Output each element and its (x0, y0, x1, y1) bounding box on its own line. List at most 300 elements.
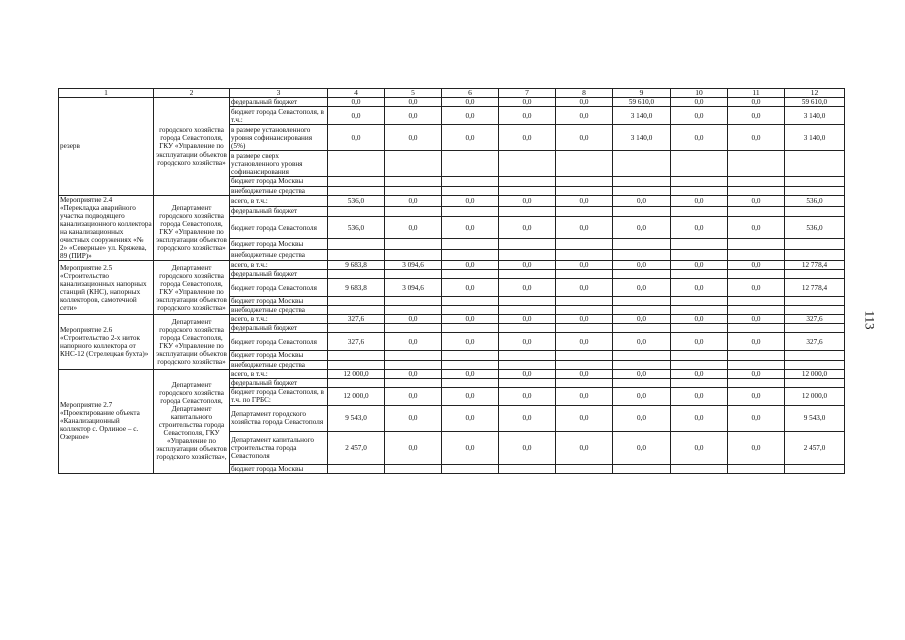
amount-cell (613, 151, 671, 177)
budget-table (58, 88, 845, 474)
executor-cell: Департамент городского хозяйства города Севастополя, ГКУ «Управление по эксплуатации объектов городского хозяйства» (154, 195, 230, 261)
amount-cell (385, 378, 442, 387)
amount-cell: 3 094,6 (385, 279, 442, 297)
amount-cell (385, 250, 442, 261)
amount-cell (613, 324, 671, 333)
executor-cell: Департамент городского хозяйства города Севастополя, ГКУ «Управление по эксплуатации объектов городского хозяйства» (154, 315, 230, 369)
amount-cell (442, 206, 499, 217)
table-row (59, 261, 845, 270)
amount-cell: 0,0 (556, 387, 613, 405)
amount-cell (613, 306, 671, 315)
amount-cell (556, 250, 613, 261)
amount-cell: 0,0 (442, 195, 499, 206)
amount-cell: 12 000,0 (785, 387, 845, 405)
amount-cell: 0,0 (499, 369, 556, 378)
amount-cell: 0,0 (671, 315, 728, 324)
amount-cell (385, 464, 442, 473)
funding-source: федеральный бюджет (230, 98, 328, 107)
amount-cell: 0,0 (499, 195, 556, 206)
amount-cell: 0,0 (499, 107, 556, 125)
funding-source: внебюджетные средства (230, 250, 328, 261)
amount-cell: 536,0 (328, 195, 385, 206)
amount-cell: 0,0 (556, 125, 613, 151)
amount-cell (328, 360, 385, 369)
amount-cell (385, 360, 442, 369)
amount-cell (556, 360, 613, 369)
amount-cell: 0,0 (613, 431, 671, 464)
amount-cell: 9 683,8 (328, 261, 385, 270)
amount-cell: 0,0 (385, 387, 442, 405)
measure-name: Мероприятие 2.4 «Перекладка аварийного участка подводящего канализационного коллектора на канализационных очистных сооружениях «№ 2» «Северные» ул. Кряжева, 89 (ПИР)» (60, 195, 152, 261)
amount-cell: 0,0 (328, 98, 385, 107)
amount-cell (328, 306, 385, 315)
amount-cell: 0,0 (328, 125, 385, 151)
amount-cell: 0,0 (385, 315, 442, 324)
amount-cell (499, 378, 556, 387)
amount-cell (785, 464, 845, 473)
amount-cell (385, 239, 442, 250)
amount-cell (385, 186, 442, 195)
amount-cell: 9 543,0 (328, 405, 385, 431)
amount-cell (556, 306, 613, 315)
column-number: 12 (785, 89, 845, 98)
column-number: 5 (385, 89, 442, 98)
amount-cell (499, 206, 556, 217)
funding-source: всего, в т.ч.: (230, 315, 328, 324)
amount-cell: 0,0 (556, 315, 613, 324)
amount-cell (728, 297, 785, 306)
amount-cell: 0,0 (385, 217, 442, 239)
amount-cell: 0,0 (613, 369, 671, 378)
amount-cell: 0,0 (556, 431, 613, 464)
amount-cell (785, 297, 845, 306)
amount-cell (499, 270, 556, 279)
amount-cell: 0,0 (385, 431, 442, 464)
amount-cell (728, 378, 785, 387)
amount-cell: 0,0 (671, 107, 728, 125)
funding-source: всего, в т.ч.: (230, 369, 328, 378)
funding-source: внебюджетные средства (230, 306, 328, 315)
amount-cell: 0,0 (728, 333, 785, 351)
amount-cell (671, 351, 728, 360)
amount-cell: 12 000,0 (785, 369, 845, 378)
amount-cell: 0,0 (728, 217, 785, 239)
column-number: 10 (671, 89, 728, 98)
amount-cell (442, 297, 499, 306)
amount-cell: 0,0 (613, 261, 671, 270)
amount-cell (613, 177, 671, 186)
amount-cell: 0,0 (442, 261, 499, 270)
amount-cell (385, 351, 442, 360)
amount-cell (728, 351, 785, 360)
amount-cell: 0,0 (442, 279, 499, 297)
column-number: 3 (230, 89, 328, 98)
amount-cell: 0,0 (499, 125, 556, 151)
amount-cell (671, 151, 728, 177)
amount-cell: 0,0 (613, 405, 671, 431)
funding-source: бюджет города Севастополя (230, 333, 328, 351)
amount-cell: 0,0 (671, 369, 728, 378)
amount-cell: 0,0 (728, 387, 785, 405)
amount-cell: 0,0 (728, 315, 785, 324)
amount-cell: 0,0 (728, 279, 785, 297)
amount-cell (442, 177, 499, 186)
column-number: 1 (59, 89, 154, 98)
amount-cell: 0,0 (613, 387, 671, 405)
amount-cell (613, 378, 671, 387)
amount-cell: 0,0 (385, 333, 442, 351)
amount-cell (442, 151, 499, 177)
amount-cell (728, 306, 785, 315)
funding-source: федеральный бюджет (230, 324, 328, 333)
funding-source: федеральный бюджет (230, 378, 328, 387)
amount-cell (328, 186, 385, 195)
funding-source: в размере установленного уровня софинансирования (5%) (230, 125, 328, 151)
amount-cell: 0,0 (442, 333, 499, 351)
amount-cell (499, 464, 556, 473)
amount-cell (556, 324, 613, 333)
amount-cell (671, 297, 728, 306)
funding-source: федеральный бюджет (230, 270, 328, 279)
amount-cell (442, 360, 499, 369)
measure-name: Мероприятие 2.5 «Строительство канализационных напорных станций (КНС), напорных коллекторов, самотечной сети» (59, 261, 154, 315)
amount-cell (671, 464, 728, 473)
amount-cell (671, 378, 728, 387)
amount-cell: 536,0 (785, 217, 845, 239)
funding-source: бюджет города Москвы (230, 239, 328, 250)
funding-source: бюджет города Москвы (230, 351, 328, 360)
amount-cell (785, 270, 845, 279)
amount-cell (613, 270, 671, 279)
column-number: 2 (154, 89, 230, 98)
amount-cell (442, 239, 499, 250)
amount-cell: 536,0 (785, 195, 845, 206)
amount-cell (613, 351, 671, 360)
measure-name: Мероприятие 2.7 «Проектирование объекта «Канализационный коллектор с. Орлиное – с. Озерное» (59, 369, 154, 473)
amount-cell (785, 360, 845, 369)
funding-source: бюджет города Москвы (230, 464, 328, 473)
amount-cell: 0,0 (499, 217, 556, 239)
amount-cell (671, 306, 728, 315)
amount-cell (728, 151, 785, 177)
amount-cell (556, 464, 613, 473)
amount-cell: 0,0 (442, 431, 499, 464)
amount-cell (442, 270, 499, 279)
amount-cell: 0,0 (728, 261, 785, 270)
amount-cell (785, 250, 845, 261)
amount-cell: 0,0 (499, 405, 556, 431)
amount-cell: 3 140,0 (613, 125, 671, 151)
amount-cell (328, 351, 385, 360)
amount-cell (499, 297, 556, 306)
amount-cell (671, 239, 728, 250)
amount-cell: 536,0 (328, 217, 385, 239)
amount-cell: 0,0 (442, 217, 499, 239)
amount-cell: 0,0 (499, 431, 556, 464)
funding-source: бюджет города Севастополя, в т.ч. по ГРБС: (230, 387, 328, 405)
amount-cell (556, 351, 613, 360)
amount-cell (328, 270, 385, 279)
funding-source: бюджет города Севастополя (230, 217, 328, 239)
funding-source: всего, в т.ч.: (230, 195, 328, 206)
amount-cell: 0,0 (613, 333, 671, 351)
amount-cell: 3 094,6 (385, 261, 442, 270)
amount-cell (499, 177, 556, 186)
funding-source: в размере сверх установленного уровня софинансирования (230, 151, 328, 177)
amount-cell (556, 151, 613, 177)
amount-cell: 327,6 (328, 315, 385, 324)
amount-cell: 0,0 (613, 315, 671, 324)
amount-cell (613, 239, 671, 250)
amount-cell (728, 360, 785, 369)
amount-cell: 0,0 (499, 315, 556, 324)
funding-source: внебюджетные средства (230, 186, 328, 195)
amount-cell: 0,0 (671, 431, 728, 464)
amount-cell (499, 151, 556, 177)
amount-cell (728, 206, 785, 217)
amount-cell (385, 297, 442, 306)
amount-cell: 0,0 (671, 125, 728, 151)
amount-cell: 0,0 (556, 195, 613, 206)
funding-source: Департамент городского хозяйства города Севастополя (230, 405, 328, 431)
table-row (59, 195, 845, 206)
amount-cell (442, 324, 499, 333)
table-row (59, 369, 845, 378)
funding-source: бюджет города Севастополя (230, 279, 328, 297)
amount-cell (442, 378, 499, 387)
amount-cell: 327,6 (785, 333, 845, 351)
amount-cell (556, 177, 613, 186)
amount-cell: 0,0 (728, 369, 785, 378)
executor-cell: Департамент городского хозяйства города Севастополя, ГКУ «Управление по эксплуатации объектов городского хозяйства» (154, 261, 230, 315)
amount-cell: 0,0 (385, 405, 442, 431)
amount-cell: 0,0 (613, 279, 671, 297)
amount-cell (328, 151, 385, 177)
amount-cell: 0,0 (385, 107, 442, 125)
amount-cell (385, 306, 442, 315)
amount-cell: 0,0 (499, 387, 556, 405)
amount-cell: 0,0 (442, 98, 499, 107)
amount-cell: 0,0 (613, 217, 671, 239)
amount-cell (499, 306, 556, 315)
amount-cell (385, 177, 442, 186)
amount-cell (442, 250, 499, 261)
amount-cell (385, 206, 442, 217)
measure-name: резерв (59, 98, 154, 195)
amount-cell (442, 306, 499, 315)
amount-cell (499, 360, 556, 369)
amount-cell (556, 239, 613, 250)
amount-cell (556, 297, 613, 306)
amount-cell (328, 464, 385, 473)
amount-cell (328, 378, 385, 387)
amount-cell: 0,0 (556, 261, 613, 270)
amount-cell: 0,0 (613, 195, 671, 206)
amount-cell (499, 250, 556, 261)
amount-cell: 0,0 (671, 333, 728, 351)
funding-source: бюджет города Севастополя, в т.ч.: (230, 107, 328, 125)
amount-cell: 0,0 (442, 125, 499, 151)
funding-source: бюджет города Москвы (230, 297, 328, 306)
amount-cell (499, 239, 556, 250)
column-number: 4 (328, 89, 385, 98)
amount-cell: 0,0 (728, 405, 785, 431)
amount-cell: 0,0 (671, 98, 728, 107)
amount-cell: 0,0 (671, 195, 728, 206)
amount-cell (385, 151, 442, 177)
amount-cell: 0,0 (671, 261, 728, 270)
amount-cell (328, 239, 385, 250)
amount-cell: 0,0 (556, 279, 613, 297)
amount-cell: 0,0 (385, 125, 442, 151)
amount-cell (613, 250, 671, 261)
amount-cell (785, 324, 845, 333)
amount-cell (728, 186, 785, 195)
amount-cell (671, 250, 728, 261)
amount-cell: 12 778,4 (785, 261, 845, 270)
column-number: 9 (613, 89, 671, 98)
amount-cell (328, 250, 385, 261)
amount-cell: 0,0 (556, 333, 613, 351)
amount-cell: 0,0 (671, 387, 728, 405)
amount-cell (785, 351, 845, 360)
amount-cell (442, 464, 499, 473)
funding-source: внебюджетные средства (230, 360, 328, 369)
amount-cell: 0,0 (728, 125, 785, 151)
amount-cell: 9 683,8 (328, 279, 385, 297)
amount-cell: 0,0 (728, 107, 785, 125)
amount-cell (785, 177, 845, 186)
amount-cell: 0,0 (442, 315, 499, 324)
amount-cell (328, 324, 385, 333)
amount-cell (613, 297, 671, 306)
amount-cell: 0,0 (671, 217, 728, 239)
amount-cell (671, 360, 728, 369)
amount-cell: 327,6 (328, 333, 385, 351)
amount-cell (728, 270, 785, 279)
amount-cell: 12 000,0 (328, 387, 385, 405)
funding-source: бюджет города Москвы (230, 177, 328, 186)
amount-cell (671, 177, 728, 186)
column-number: 7 (499, 89, 556, 98)
executor-cell: Департамент городского хозяйства города Севастополя, Департамент капитального строительства города Севастополя, ГКУ «Управление по эксплуатации объектов городского хозяйства», (154, 369, 230, 473)
amount-cell (785, 206, 845, 217)
amount-cell: 0,0 (556, 98, 613, 107)
amount-cell: 59 610,0 (785, 98, 845, 107)
amount-cell (442, 186, 499, 195)
amount-cell: 0,0 (556, 369, 613, 378)
amount-cell: 327,6 (785, 315, 845, 324)
amount-cell: 0,0 (385, 369, 442, 378)
table-row (59, 315, 845, 324)
column-number: 8 (556, 89, 613, 98)
amount-cell (613, 360, 671, 369)
header-row (59, 89, 845, 98)
amount-cell: 0,0 (442, 405, 499, 431)
funding-source: всего, в т.ч.: (230, 261, 328, 270)
amount-cell (613, 206, 671, 217)
amount-cell (728, 324, 785, 333)
amount-cell (785, 306, 845, 315)
measure-name: Мероприятие 2.6 «Строительство 2-х ниток напорного коллектора от КНС-12 (Стрелецкая бухта)» (59, 315, 154, 369)
amount-cell (556, 186, 613, 195)
amount-cell (728, 239, 785, 250)
amount-cell: 0,0 (442, 107, 499, 125)
table-row (59, 98, 845, 107)
column-number: 11 (728, 89, 785, 98)
amount-cell: 0,0 (556, 107, 613, 125)
amount-cell: 3 140,0 (613, 107, 671, 125)
amount-cell: 0,0 (499, 98, 556, 107)
amount-cell (499, 324, 556, 333)
amount-cell (728, 250, 785, 261)
amount-cell (728, 177, 785, 186)
amount-cell: 0,0 (728, 98, 785, 107)
amount-cell: 0,0 (728, 195, 785, 206)
amount-cell (613, 464, 671, 473)
amount-cell (556, 378, 613, 387)
amount-cell (785, 239, 845, 250)
amount-cell (785, 151, 845, 177)
amount-cell (328, 177, 385, 186)
amount-cell: 0,0 (328, 107, 385, 125)
amount-cell (671, 270, 728, 279)
amount-cell (671, 324, 728, 333)
amount-cell: 0,0 (385, 98, 442, 107)
amount-cell (499, 351, 556, 360)
amount-cell: 12 000,0 (328, 369, 385, 378)
executor-cell: городского хозяйства города Севастополя, ГКУ «Управление по эксплуатации объектов городского хозяйства» (154, 98, 230, 195)
amount-cell (785, 186, 845, 195)
amount-cell: 0,0 (728, 431, 785, 464)
amount-cell: 0,0 (499, 261, 556, 270)
amount-cell: 0,0 (385, 195, 442, 206)
amount-cell: 3 140,0 (785, 125, 845, 151)
amount-cell: 0,0 (499, 279, 556, 297)
column-number: 6 (442, 89, 499, 98)
amount-cell: 0,0 (556, 217, 613, 239)
amount-cell: 2 457,0 (785, 431, 845, 464)
amount-cell: 9 543,0 (785, 405, 845, 431)
amount-cell: 0,0 (499, 333, 556, 351)
amount-cell: 0,0 (442, 369, 499, 378)
amount-cell (328, 297, 385, 306)
amount-cell: 0,0 (671, 405, 728, 431)
amount-cell (385, 324, 442, 333)
page-number: 113 (862, 310, 878, 330)
amount-cell (556, 270, 613, 279)
amount-cell (671, 186, 728, 195)
funding-source: Департамент капитального строительства города Севастополя (230, 431, 328, 464)
amount-cell (556, 206, 613, 217)
amount-cell (728, 464, 785, 473)
amount-cell: 0,0 (671, 279, 728, 297)
amount-cell (499, 186, 556, 195)
amount-cell: 3 140,0 (785, 107, 845, 125)
amount-cell: 12 778,4 (785, 279, 845, 297)
amount-cell (385, 270, 442, 279)
amount-cell: 59 610,0 (613, 98, 671, 107)
amount-cell: 0,0 (556, 405, 613, 431)
amount-cell (328, 206, 385, 217)
amount-cell (442, 351, 499, 360)
amount-cell (613, 186, 671, 195)
amount-cell (671, 206, 728, 217)
amount-cell (785, 378, 845, 387)
amount-cell: 2 457,0 (328, 431, 385, 464)
amount-cell: 0,0 (442, 387, 499, 405)
funding-source: федеральный бюджет (230, 206, 328, 217)
